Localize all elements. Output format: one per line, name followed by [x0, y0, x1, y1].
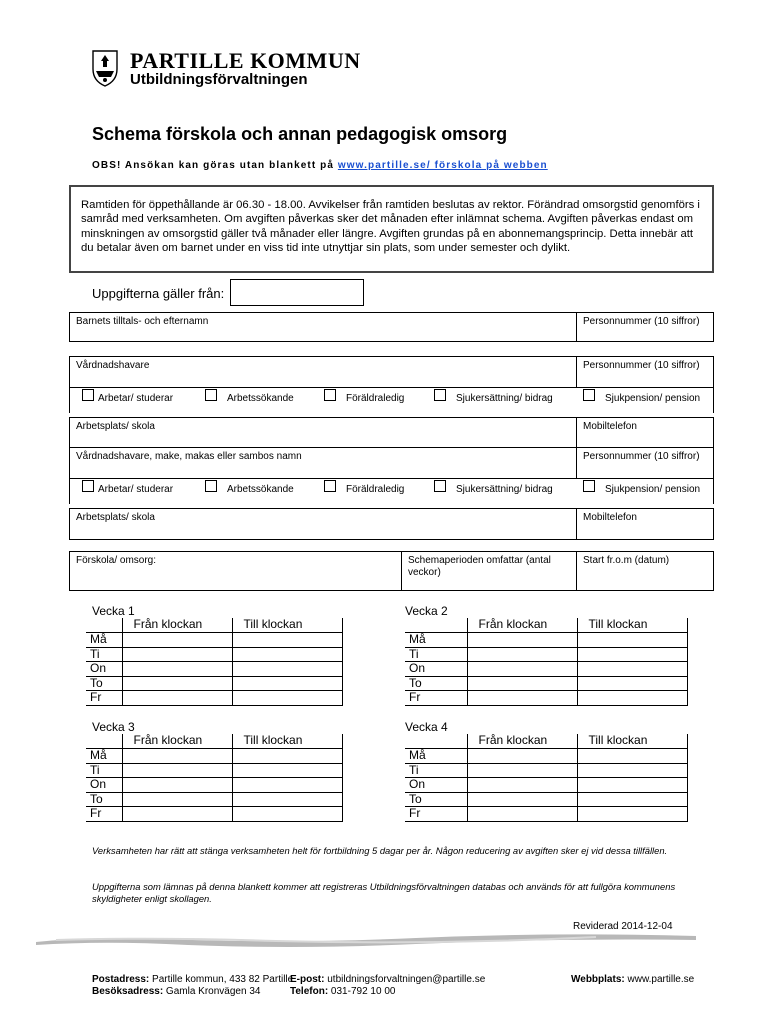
org-name: PARTILLE KOMMUN [130, 48, 361, 73]
time-cell[interactable] [232, 676, 342, 691]
guardian2-name-field[interactable] [69, 447, 577, 479]
time-cell[interactable] [467, 792, 577, 807]
table-row: On [405, 778, 687, 793]
week2-from-header: Från klockan [467, 618, 577, 633]
footer-postal: Postadress: Partille kommun, 433 82 Partille Besöksadress: Gamla Kronvägen 34 [92, 974, 294, 997]
child-name-label: Barnets tilltals- och efternamn [76, 316, 209, 327]
guardian2-option-working[interactable]: Arbetar/ studerar [82, 484, 173, 495]
guardian2-option-jobseeker[interactable]: Arbetssökande [205, 484, 294, 495]
time-cell[interactable] [232, 662, 342, 677]
time-cell[interactable] [577, 691, 687, 706]
guardian2-option-parental-leave[interactable]: Föräldraledig [324, 484, 404, 495]
table-row: Ti [86, 647, 342, 662]
guardian2-option-pension[interactable]: Sjukpension/ pension [583, 484, 700, 495]
week1-title: Vecka 1 [92, 604, 135, 618]
checkbox-icon[interactable] [82, 480, 94, 492]
table-row: To [405, 792, 687, 807]
checkbox-icon[interactable] [324, 389, 336, 401]
time-cell[interactable] [577, 647, 687, 662]
week4-from-header: Från klockan [467, 734, 577, 749]
time-cell[interactable] [577, 778, 687, 793]
guardian2-phone-label: Mobiltelefon [583, 512, 637, 523]
time-cell[interactable] [122, 807, 232, 822]
time-cell[interactable] [467, 807, 577, 822]
time-cell[interactable] [232, 749, 342, 764]
municipal-crest-icon [90, 47, 120, 87]
preschool-field[interactable] [69, 551, 402, 591]
time-cell[interactable] [232, 792, 342, 807]
week2-table [405, 618, 688, 706]
gdpr-note: Uppgifterna som lämnas på denna blankett kommer att registreras Utbildningsförvaltningen databas och används för att fullgöra kommunens skyldigheter enligt skollagen. [92, 881, 676, 904]
web-link[interactable]: www.partille.se [624, 974, 695, 985]
time-cell[interactable] [122, 792, 232, 807]
time-cell[interactable] [467, 778, 577, 793]
guardian1-phone-field[interactable] [576, 417, 714, 448]
guardian1-option-pension[interactable]: Sjukpension/ pension [583, 393, 700, 404]
guardian1-pnr-label: Personnummer (10 siffror) [583, 360, 700, 371]
guardian2-name-label: Vårdnadshavare, make, makas eller sambos namn [76, 451, 302, 462]
time-cell[interactable] [467, 763, 577, 778]
week3-title: Vecka 3 [92, 720, 135, 734]
guardian1-option-sickness[interactable]: Sjukersättning/ bidrag [434, 393, 553, 404]
table-row: Ti [405, 647, 687, 662]
table-row: Må [405, 749, 687, 764]
web-form-link[interactable]: www.partille.se/ förskola på webben [337, 160, 548, 171]
time-cell[interactable] [232, 691, 342, 706]
week1-from-header: Från klockan [122, 618, 232, 633]
time-cell[interactable] [232, 778, 342, 793]
guardian1-workplace-label: Arbetsplats/ skola [76, 421, 155, 432]
week3-to-header: Till klockan [232, 734, 342, 749]
table-row: Fr [405, 691, 687, 706]
time-cell[interactable] [122, 676, 232, 691]
guardian1-status-row [69, 387, 714, 413]
week3-from-header: Från klockan [122, 734, 232, 749]
child-pnr-label: Personnummer (10 siffror) [583, 316, 700, 327]
table-row: Ti [405, 763, 687, 778]
week2-to-header: Till klockan [577, 618, 687, 633]
checkbox-icon[interactable] [434, 389, 446, 401]
checkbox-icon[interactable] [82, 389, 94, 401]
checkbox-icon[interactable] [434, 480, 446, 492]
guardian1-phone-label: Mobiltelefon [583, 421, 637, 432]
guardian1-name-label: Vårdnadshavare [76, 360, 150, 371]
guardian1-option-working[interactable]: Arbetar/ studerar [82, 393, 173, 404]
time-cell[interactable] [577, 749, 687, 764]
guardian2-workplace-label: Arbetsplats/ skola [76, 512, 155, 523]
footer-web: Webbplats: www.partille.se [571, 974, 695, 985]
guardian1-name-field[interactable] [69, 356, 577, 388]
guardian2-workplace-field[interactable] [69, 508, 577, 540]
week4-title: Vecka 4 [405, 720, 448, 734]
table-row: To [86, 676, 342, 691]
table-row: On [405, 662, 687, 677]
checkbox-icon[interactable] [205, 389, 217, 401]
guardian2-phone-field[interactable] [576, 508, 714, 540]
obs-notice [92, 160, 548, 171]
time-cell[interactable] [577, 792, 687, 807]
footer-contact: E-post: utbildningsforvaltningen@partille.se Telefon: 031-792 10 00 [290, 974, 486, 997]
obs-text: OBS! Ansökan kan göras utan blankett på [92, 160, 338, 171]
closure-note: Verksamheten har rätt att stänga verksamheten helt för fortbildning 5 dagar per år. Någon reducering av avgiften sker ej vid dessa tillfällen. [92, 845, 668, 856]
org-subtitle: Utbildningsförvaltningen [130, 71, 308, 88]
week4-table [405, 734, 688, 822]
valid-from-label: Uppgifterna gäller från: [92, 286, 225, 301]
guardian1-pnr-field[interactable] [576, 356, 714, 388]
guardian2-pnr-field[interactable] [576, 447, 714, 479]
table-row: Fr [86, 691, 342, 706]
table-row: To [86, 792, 342, 807]
table-row: To [405, 676, 687, 691]
decorative-swoosh [36, 928, 696, 952]
time-cell[interactable] [467, 633, 577, 648]
week4-to-header: Till klockan [577, 734, 687, 749]
time-cell[interactable] [577, 662, 687, 677]
time-cell[interactable] [122, 749, 232, 764]
time-cell[interactable] [577, 763, 687, 778]
table-row: Ti [86, 763, 342, 778]
time-cell[interactable] [467, 676, 577, 691]
start-date-field[interactable] [576, 551, 714, 591]
time-cell[interactable] [232, 647, 342, 662]
time-cell[interactable] [467, 691, 577, 706]
time-cell[interactable] [122, 633, 232, 648]
table-row: On [86, 662, 342, 677]
child-name-field[interactable] [69, 312, 577, 342]
schedule-period-label: Schemaperioden omfattar (antal veckor) [408, 555, 551, 578]
time-cell[interactable] [232, 763, 342, 778]
schedule-period-field[interactable] [401, 551, 577, 591]
child-pnr-field[interactable] [576, 312, 714, 342]
time-cell[interactable] [467, 647, 577, 662]
week3-table [86, 734, 343, 822]
time-cell[interactable] [122, 691, 232, 706]
checkbox-icon[interactable] [324, 480, 336, 492]
week1-table [86, 618, 343, 706]
week1-to-header: Till klockan [232, 618, 342, 633]
revised-date: Reviderad 2014-12-04 [573, 921, 673, 932]
time-cell[interactable] [467, 749, 577, 764]
page-title: Schema förskola och annan pedagogisk omsorg [92, 124, 508, 144]
time-cell[interactable] [232, 633, 342, 648]
table-row: Fr [405, 807, 687, 822]
time-cell[interactable] [467, 662, 577, 677]
checkbox-icon[interactable] [583, 480, 595, 492]
checkbox-icon[interactable] [583, 389, 595, 401]
week2-title: Vecka 2 [405, 604, 448, 618]
time-cell[interactable] [122, 763, 232, 778]
guardian2-status-row [69, 478, 714, 504]
time-cell[interactable] [232, 807, 342, 822]
table-row: Må [405, 633, 687, 648]
guardian2-pnr-label: Personnummer (10 siffror) [583, 451, 700, 462]
time-cell[interactable] [122, 662, 232, 677]
time-cell[interactable] [577, 633, 687, 648]
table-row: Må [86, 749, 342, 764]
table-row: Fr [86, 807, 342, 822]
time-cell[interactable] [122, 778, 232, 793]
preschool-label: Förskola/ omsorg: [76, 555, 157, 566]
time-cell[interactable] [577, 807, 687, 822]
time-cell[interactable] [577, 676, 687, 691]
info-box: Ramtiden för öppethållande är 06.30 - 18.00. Avvikelser från ramtiden beslutas av rektor. Förändrad omsorgstid genomförs i samråd med verksamheten. Om avgiften påverkas sker det månaden efter inlämnat schema. Avgiften påverkas endast om minskningen av omsorgstid gäller två månader eller längre. Avgiften grundas på en abonnemangsprincip. Detta innebär att du betalar även om barnet under en viss tid inte utnyttjar sin plats, som under semester och dylikt. [69, 185, 714, 273]
guardian1-option-parental-leave[interactable]: Föräldraledig [324, 393, 404, 404]
time-cell[interactable] [122, 647, 232, 662]
table-row: On [86, 778, 342, 793]
table-row: Må [86, 633, 342, 648]
guardian2-option-sickness[interactable]: Sjukersättning/ bidrag [434, 484, 553, 495]
checkbox-icon[interactable] [205, 480, 217, 492]
valid-from-input[interactable] [230, 279, 364, 306]
guardian1-workplace-field[interactable] [69, 417, 577, 448]
guardian1-option-jobseeker[interactable]: Arbetssökande [205, 393, 294, 404]
start-date-label: Start fr.o.m (datum) [583, 555, 670, 566]
email-link[interactable]: utbildningsforvaltningen@partille.se [324, 974, 486, 985]
